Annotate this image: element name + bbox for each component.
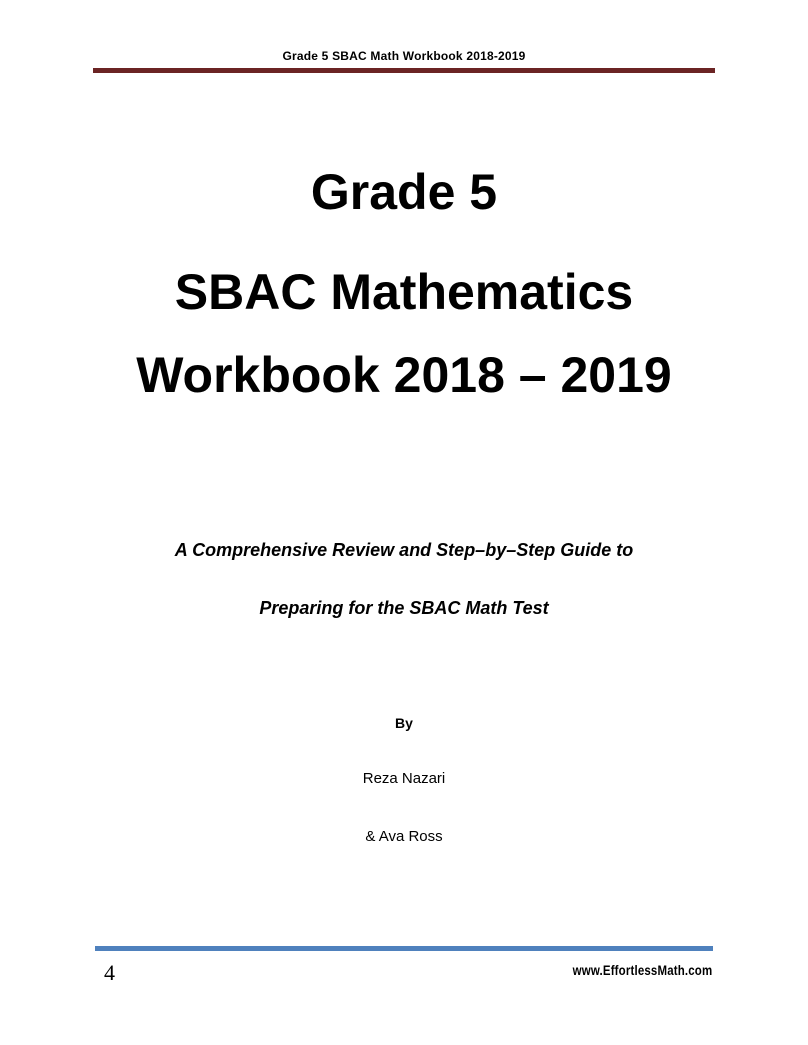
subtitle-line-2: Preparing for the SBAC Math Test <box>259 598 549 618</box>
website-link: www.EffortlessMath.com <box>572 962 712 978</box>
book-title-line-3: Workbook 2018 – 2019 <box>136 347 672 403</box>
subtitle-line-1: A Comprehensive Review and Step–by–Step Guide to <box>174 540 634 560</box>
header-divider <box>93 68 715 73</box>
footer-divider <box>95 946 713 951</box>
page-number: 4 <box>104 960 115 985</box>
author-name-1: Reza Nazari <box>362 770 446 787</box>
running-header: Grade 5 SBAC Math Workbook 2018-2019 <box>282 49 526 63</box>
book-title-line-1: Grade 5 <box>310 164 498 220</box>
byline-label: By <box>395 715 413 731</box>
author-name-2: & Ava Ross <box>365 828 443 845</box>
book-title-line-2: SBAC Mathematics <box>174 264 634 320</box>
